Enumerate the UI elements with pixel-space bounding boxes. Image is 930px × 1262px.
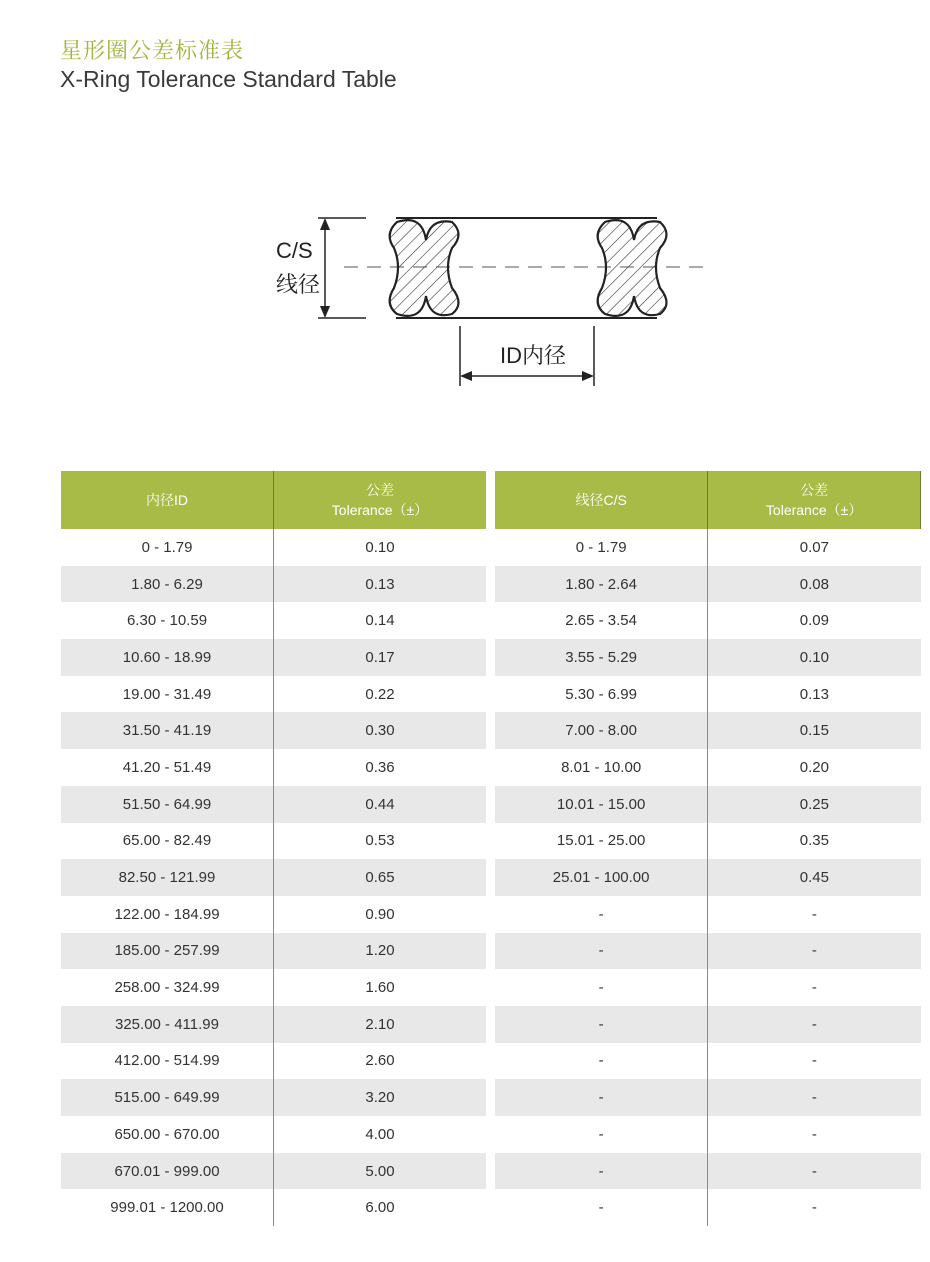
range-cell: - bbox=[495, 1079, 708, 1116]
table-row bbox=[61, 1189, 486, 1226]
tolerance-cell: 0.20 bbox=[799, 758, 829, 776]
tolerance-cell: 0.45 bbox=[708, 859, 921, 896]
tolerance-cell: 0.53 bbox=[365, 832, 395, 850]
page-title-cn: 星形圈公差标准表 bbox=[60, 39, 245, 64]
range-cell: 8.01 - 10.00 bbox=[495, 749, 708, 786]
range-cell: - bbox=[495, 933, 708, 970]
table-row bbox=[495, 1079, 921, 1116]
table-row bbox=[495, 933, 921, 970]
range-cell: 25.01 - 100.00 bbox=[495, 859, 708, 896]
table-row bbox=[61, 823, 486, 860]
tolerance-cell: 2.60 bbox=[365, 1052, 395, 1070]
tolerance-cell: - bbox=[811, 979, 817, 997]
table-row bbox=[495, 749, 921, 786]
tolerance-cell: 6.00 bbox=[365, 1199, 395, 1217]
range-cell: 0 - 1.79 bbox=[495, 529, 708, 566]
table-row bbox=[61, 859, 486, 896]
tolerance-cell: 4.00 bbox=[365, 1125, 395, 1143]
tolerance-cell: 0.10 bbox=[365, 538, 395, 556]
range-cell: 10.01 - 15.00 bbox=[495, 786, 708, 823]
table-row bbox=[61, 896, 486, 933]
table-row bbox=[61, 529, 486, 566]
range-cell: 1.80 - 2.64 bbox=[495, 566, 708, 603]
table-row bbox=[61, 1079, 486, 1116]
tolerance-cell: 0.14 bbox=[365, 612, 395, 630]
range-cell: 185.00 - 257.99 bbox=[61, 933, 274, 970]
id-tolerance-table bbox=[61, 471, 486, 1226]
x-ring-cross-section-diagram bbox=[262, 200, 722, 400]
tolerance-cell: 0.13 bbox=[274, 566, 487, 603]
range-cell: 6.30 - 10.59 bbox=[61, 602, 274, 639]
range-cell: - bbox=[495, 1189, 708, 1226]
table-row bbox=[61, 712, 486, 749]
table-row bbox=[495, 969, 921, 1006]
range-cell: - bbox=[495, 896, 708, 933]
tolerance-cell: 0.22 bbox=[365, 685, 395, 703]
x-ring-section-left bbox=[390, 220, 459, 316]
range-cell: - bbox=[495, 1006, 708, 1043]
range-cell: - bbox=[495, 969, 708, 1006]
range-cell: 515.00 - 649.99 bbox=[61, 1079, 274, 1116]
table-row bbox=[495, 1006, 921, 1043]
range-cell: 7.00 - 8.00 bbox=[495, 712, 708, 749]
cs-arrow-up bbox=[320, 218, 330, 230]
tolerance-cell: - bbox=[708, 1079, 921, 1116]
table-row bbox=[61, 676, 486, 713]
tolerance-cell: 5.00 bbox=[274, 1153, 487, 1190]
range-cell: 65.00 - 82.49 bbox=[61, 823, 274, 860]
tolerance-cell: 0.09 bbox=[799, 612, 829, 630]
tolerance-cell: 0.25 bbox=[708, 786, 921, 823]
table-row bbox=[495, 823, 921, 860]
range-cell: - bbox=[495, 1116, 708, 1153]
table-row bbox=[495, 639, 921, 676]
range-cell: - bbox=[495, 1153, 708, 1190]
tolerance-cell: 2.10 bbox=[274, 1006, 487, 1043]
tolerance-cell: 1.60 bbox=[365, 979, 395, 997]
table-row bbox=[495, 859, 921, 896]
range-cell: 258.00 - 324.99 bbox=[61, 969, 274, 1006]
range-cell: 412.00 - 514.99 bbox=[61, 1043, 274, 1080]
tolerance-cell: 0.17 bbox=[274, 639, 487, 676]
column-header-tolerance: 公差 Tolerance（±） bbox=[274, 471, 487, 529]
table-row bbox=[495, 676, 921, 713]
range-cell: 650.00 - 670.00 bbox=[61, 1116, 274, 1153]
table-row bbox=[495, 529, 921, 566]
table-row bbox=[61, 602, 486, 639]
page-title-en: X-Ring Tolerance Standard Table bbox=[60, 66, 397, 92]
tolerance-cell: 0.90 bbox=[365, 905, 395, 923]
tolerance-cell: 0.08 bbox=[708, 566, 921, 603]
range-cell: 122.00 - 184.99 bbox=[61, 896, 274, 933]
range-cell: 51.50 - 64.99 bbox=[61, 786, 274, 823]
tolerance-cell: 0.13 bbox=[799, 685, 829, 703]
table-row bbox=[495, 786, 921, 823]
tolerance-cell: - bbox=[811, 905, 817, 923]
table-row bbox=[61, 639, 486, 676]
tolerance-cell: 0.10 bbox=[708, 639, 921, 676]
table-row bbox=[61, 969, 486, 1006]
range-cell: 10.60 - 18.99 bbox=[61, 639, 274, 676]
table-row bbox=[495, 896, 921, 933]
table-row bbox=[495, 1116, 921, 1153]
range-cell: 82.50 - 121.99 bbox=[61, 859, 274, 896]
range-cell: 999.01 - 1200.00 bbox=[61, 1189, 274, 1226]
table-row bbox=[61, 566, 486, 603]
id-arrow-left bbox=[460, 371, 472, 381]
tolerance-cell: 3.20 bbox=[274, 1079, 487, 1116]
cs-label-cn: 线径 bbox=[276, 272, 321, 297]
range-cell: 19.00 - 31.49 bbox=[61, 676, 274, 713]
table-row bbox=[61, 1043, 486, 1080]
tolerance-cell: - bbox=[811, 1125, 817, 1143]
tolerance-cell: 0.44 bbox=[274, 786, 487, 823]
tolerance-cell: 0.65 bbox=[274, 859, 487, 896]
tolerance-cell: 0.15 bbox=[708, 712, 921, 749]
table-row bbox=[61, 749, 486, 786]
range-cell: 31.50 - 41.19 bbox=[61, 712, 274, 749]
tolerance-cell: 0.35 bbox=[799, 832, 829, 850]
column-header-range: 线径C/S bbox=[495, 471, 708, 529]
tolerance-cell: 1.20 bbox=[274, 933, 487, 970]
cs-label: C/S bbox=[276, 238, 313, 263]
range-cell: 2.65 - 3.54 bbox=[495, 602, 708, 639]
tolerance-cell: 0.07 bbox=[799, 538, 829, 556]
table-row bbox=[61, 786, 486, 823]
tolerance-cell: 0.30 bbox=[274, 712, 487, 749]
table-row bbox=[61, 1116, 486, 1153]
column-header-range: 内径ID bbox=[61, 471, 274, 529]
table-row bbox=[495, 566, 921, 603]
range-cell: 1.80 - 6.29 bbox=[61, 566, 274, 603]
range-cell: - bbox=[495, 1043, 708, 1080]
column-header-tolerance: 公差 Tolerance（±） bbox=[708, 471, 921, 529]
range-cell: 0 - 1.79 bbox=[61, 529, 274, 566]
x-ring-section-right bbox=[598, 220, 667, 316]
id-arrow-right bbox=[582, 371, 594, 381]
range-cell: 325.00 - 411.99 bbox=[61, 1006, 274, 1043]
tolerance-cell: - bbox=[708, 1006, 921, 1043]
table-row bbox=[495, 602, 921, 639]
range-cell: 15.01 - 25.00 bbox=[495, 823, 708, 860]
tolerance-cell: 0.36 bbox=[365, 758, 395, 776]
table-row bbox=[61, 1006, 486, 1043]
range-cell: 3.55 - 5.29 bbox=[495, 639, 708, 676]
tolerance-cell: - bbox=[708, 1153, 921, 1190]
table-row bbox=[495, 1153, 921, 1190]
range-cell: 5.30 - 6.99 bbox=[495, 676, 708, 713]
range-cell: 670.01 - 999.00 bbox=[61, 1153, 274, 1190]
id-label: ID内径 bbox=[500, 343, 567, 368]
table-row bbox=[495, 1043, 921, 1080]
cs-arrow-down bbox=[320, 306, 330, 318]
table-row bbox=[495, 1189, 921, 1226]
tolerance-cell: - bbox=[708, 933, 921, 970]
tolerance-cell: - bbox=[811, 1199, 817, 1217]
cs-tolerance-table bbox=[495, 471, 921, 1226]
range-cell: 41.20 - 51.49 bbox=[61, 749, 274, 786]
tolerance-cell: - bbox=[811, 1052, 817, 1070]
table-row bbox=[61, 933, 486, 970]
table-row bbox=[495, 712, 921, 749]
table-row bbox=[61, 1153, 486, 1190]
